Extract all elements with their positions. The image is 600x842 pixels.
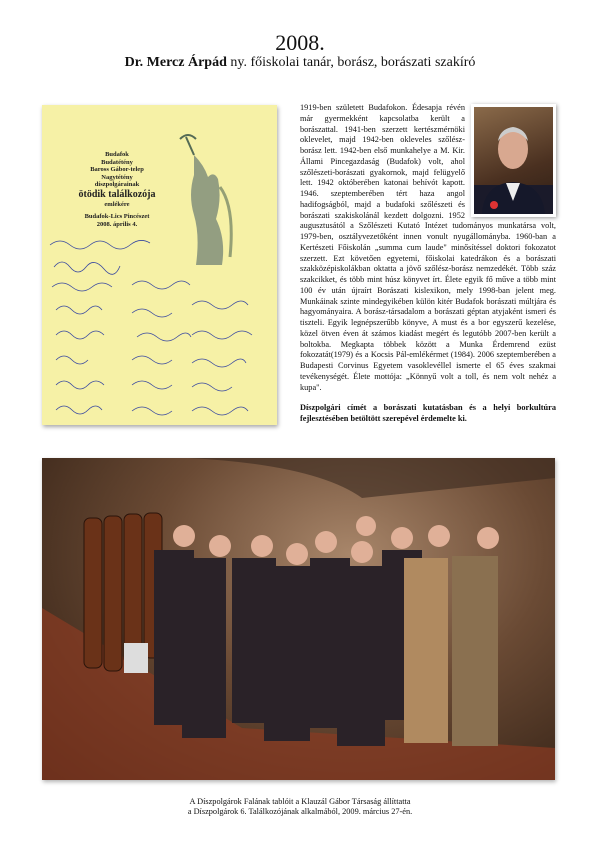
cover-title: ötödik találkozója: [78, 188, 156, 200]
page-subtitle: [0, 55, 600, 71]
cover-line: Nagytétény: [101, 173, 133, 181]
portrait-figure: [474, 107, 553, 214]
honor-statement: Díszpolgári címét a borászati kutatásban és a helyi borkultúra fejlesztésében betöltött szerepével érdemelte ki.: [300, 403, 556, 423]
cover-line: emlékére: [104, 200, 130, 208]
cover-line: Budatétény: [101, 158, 133, 166]
page-year: 2008.: [275, 30, 325, 55]
group-photo-wine-cellar: [42, 458, 555, 780]
group-photo-scene: [42, 458, 555, 780]
cover-line: Baross Gábor-telep: [90, 166, 144, 173]
person-title: ny. főiskolai tanár, borász, borászati szakíró: [226, 55, 476, 70]
person-name: Dr. Mercz Árpád: [124, 55, 227, 70]
photo-caption: [0, 797, 600, 817]
portrait-photo: [471, 104, 556, 217]
biography: [300, 103, 556, 425]
caption-line: a Díszpolgárok 6. Találkozójának alkalmából, 2009. március 27-én.: [187, 807, 413, 816]
cover-date: 2008. április 4.: [96, 220, 138, 228]
biography-text: 1919-ben született Budafokon. Édesapja révén már gyermekként kapcsolatba került a borászattal. 1941-ben szerzett kertészmérnöki oklevelet, majd 1942-ben okleveles szőlész-borász lett. 1942-ben első munkahelye a M. Kir. Állami Pincegazdaság (Budafok) volt, ahol szőlészeti-borászati gyakornok, majd felügyelő lett. 1942 októberében katonai behívót kapott. 1946. szeptemberében tért haza angol hadifogságból, majd a budafoki szőlészeti és borászati szakiskolánál kezdett dolgozni. 1952 augusztusától a Szőlészeti Kutató Intézet tudományos munkatársa volt, 1979-ben, osztályvezetőként innen vonult nyugállományba. 1960-ban a Kertészeti Főiskolán „summa cum laude" minősítéssel doktori fokozatot szerzett. Ezt követően egyetemi, főiskolai katedrákon és a borászati szakközépiskolákban oktatta a jövő szőlész-borász nemzedékét. Több száz szakcikket, és több mint húsz könyvet írt. Élete egyik fő műve a több mint 100 év után újraírt Borászati kislexikon, mely 1998-ban jelent meg. Munkáinak szinte mindegyikében külön kitér Budafok borászati múltjára és hagyományaira. A borász-társadalom a borászati géptan atyjaként ismeri és tiszteli. Egyik legnépszerűbb könyve, A must és a bor egyszerű kezelése, közel ötven éven át számos kiadást megért és legutóbb 2007-ben került a boltokba. Megkapta többek között a Munka Érdemrend ezüst fokozatát(1979) és a Kocsis Pál-emlékérmet (1984). 2006 szeptemberében a Budapesti Corvinus Egyetem vasoklevéllel ismerte el 65 éves szakmai tevékenységét. Élete mottója: „Könnyű volt a toll, és nem volt nehéz a kupa".: [300, 103, 556, 392]
signatures: [42, 225, 277, 425]
cover-place: Budafok-Lics Pincészet: [84, 213, 150, 220]
invitation-cover-image: [42, 105, 277, 425]
caption-line: A Díszpolgárok Falának tablóit a Klauzál Gábor Társaság állíttatta: [189, 797, 411, 806]
cover-line: díszpolgárainak: [94, 181, 140, 188]
cover-line: Budafok: [105, 151, 129, 158]
